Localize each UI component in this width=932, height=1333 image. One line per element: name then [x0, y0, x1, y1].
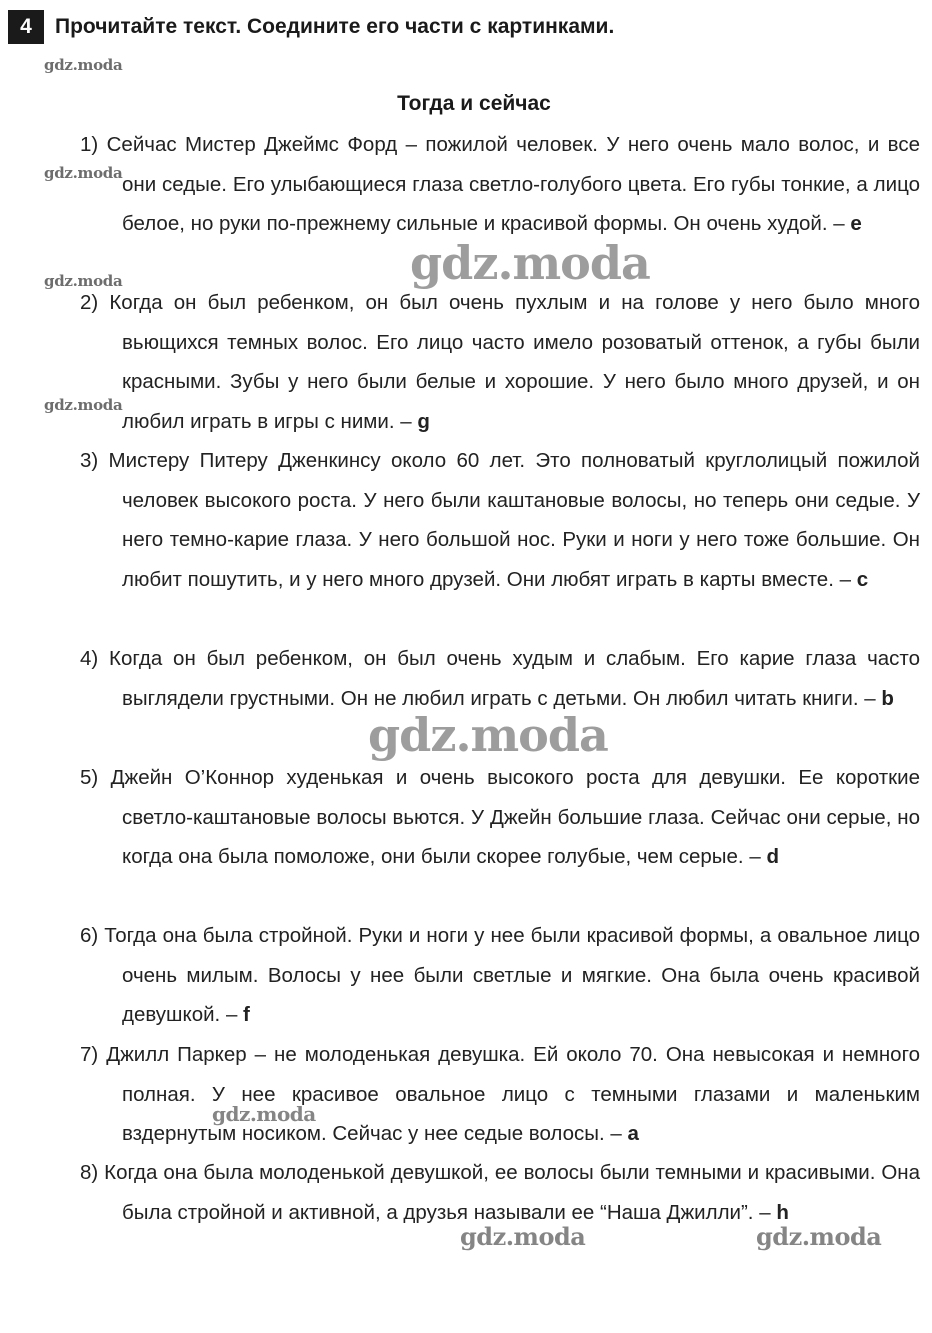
watermark: gdz.moda	[368, 708, 608, 762]
text-title: Тогда и сейчас	[397, 92, 551, 115]
watermark: gdz.moda	[44, 396, 123, 414]
item-text: 1) Сейчас Мистер Джеймс Форд – пожилой человек. У него очень мало волос, и все они седые. Его улыбающиеся глаза светло-голубого цвета. Его губы тонкие, а лицо белое, но руки по-прежнему сильные и красивой формы. Он очень худой. –	[80, 133, 920, 236]
task-number: 4	[8, 10, 44, 44]
item-text: 2) Когда он был ребенком, он был очень пухлым и на голове у него было много вьющихся темных волос. Его лицо часто имело розоватый оттенок, а губы были красными. Зубы у него были белые и хорошие. У него было много друзей, и он любил играть в игры с ними. –	[80, 291, 920, 433]
watermark: gdz.moda	[44, 272, 123, 290]
item-answer: f	[243, 1003, 250, 1027]
watermark: gdz.moda	[460, 1222, 586, 1251]
watermark: gdz.moda	[44, 56, 123, 74]
item-text: 3) Мистеру Питеру Дженкинсу около 60 лет. Это полноватый круглолицый пожилой человек высокого роста. У него были каштановые волосы, но теперь они седые. У него темно-карие глаза. У него большой нос. Руки и ноги у него тоже большие. Он любит пошутить, и у него много друзей. Они любят играть в карты вместе. –	[80, 449, 920, 591]
item-answer: d	[766, 845, 779, 869]
watermark: gdz.moda	[410, 236, 650, 290]
text-item-5	[80, 758, 920, 877]
text-item-4	[80, 639, 920, 718]
text-item-7	[80, 1035, 920, 1154]
task-header	[8, 10, 614, 44]
watermark: gdz.moda	[212, 1102, 316, 1126]
item-text: 5) Джейн О’Коннор худенькая и очень высокого роста для девушки. Ее короткие светло-каштановые волосы вьются. У Джейн большие глаза. Сейчас они серые, но когда она была помоложе, они были скорее голубые, чем серые. –	[80, 766, 920, 869]
item-answer: g	[417, 409, 430, 433]
item-answer: e	[850, 212, 862, 236]
item-text: 8) Когда она была молоденькой девушкой, ее волосы были темными и красивыми. Она была стройной и активной, а друзья называли ее “Наша Джилли”. –	[80, 1161, 920, 1224]
item-text: 4) Когда он был ребенком, он был очень худым и слабым. Его карие глаза часто выглядели грустными. Он не любил играть с детьми. Он любил читать книги. –	[80, 647, 920, 710]
text-item-6	[80, 916, 920, 1035]
item-text: 7) Джилл Паркер – не молоденькая девушка. Ей около 70. Она невысокая и немного полная. У нее красивое овальное лицо с темными глазами и маленьким вздернутым носиком. Сейчас у нее седые волосы. –	[80, 1043, 920, 1146]
task-instruction: Прочитайте текст. Соедините его части с картинками.	[55, 15, 615, 38]
item-answer: h	[776, 1200, 789, 1224]
item-text: 6) Тогда она была стройной. Руки и ноги у нее были красивой формы, а овальное лицо очень милым. Волосы у нее были светлые и мягкие. Она была очень красивой девушкой. –	[80, 924, 920, 1027]
item-answer: b	[881, 686, 894, 710]
watermark: gdz.moda	[756, 1222, 882, 1251]
item-answer: a	[627, 1122, 639, 1146]
text-item-3	[80, 441, 920, 599]
text-item-8	[80, 1153, 920, 1232]
item-answer: c	[856, 567, 869, 591]
watermark: gdz.moda	[44, 164, 123, 182]
